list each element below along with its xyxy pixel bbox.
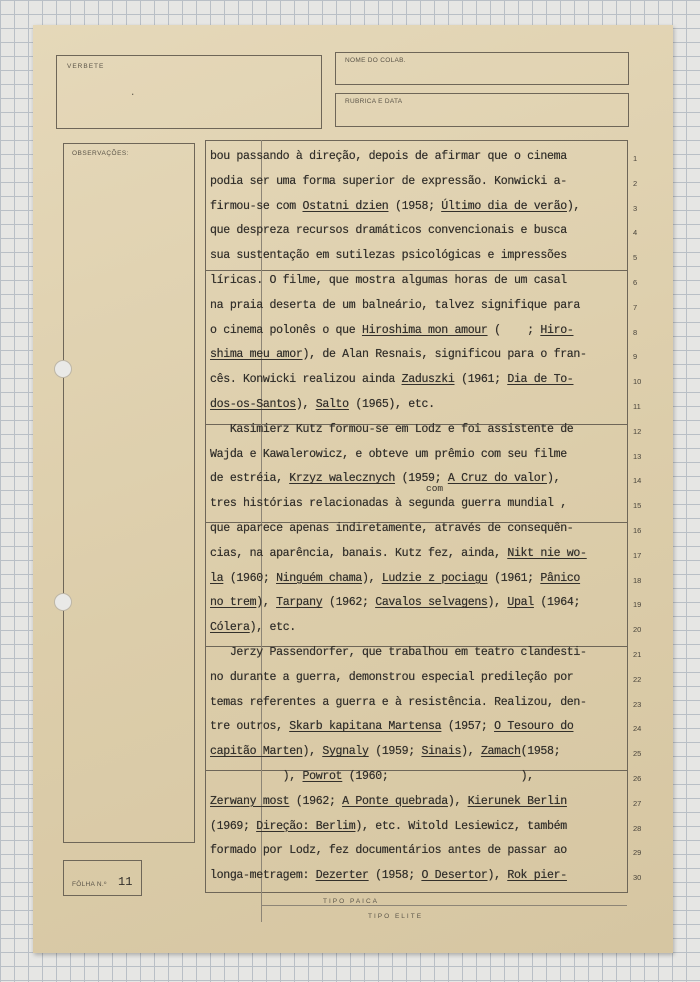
binder-hole-top xyxy=(54,360,72,378)
text-segment: ), xyxy=(487,869,508,883)
footer-rule xyxy=(261,905,627,906)
text-segment: (1965), etc. xyxy=(348,398,435,411)
typed-line xyxy=(210,219,630,243)
text-segment: cês. Konwicki realizou ainda xyxy=(210,373,402,387)
line-number: 24 xyxy=(633,724,642,734)
underlined-title: Nikt nie wo- xyxy=(507,546,587,560)
line-number: 10 xyxy=(633,377,642,387)
typed-line xyxy=(210,740,630,764)
text-segment: no durante a guerra, demonstrou especial predileção por xyxy=(210,670,574,684)
text-segment: Kasimierz Kutz formou-se em Lodz e foi assistente de xyxy=(210,422,574,436)
typed-line xyxy=(210,319,630,343)
underlined-title: Último dia de verão xyxy=(441,199,567,213)
text-segment: ), xyxy=(295,398,316,411)
underlined-title: Ostatni dzien xyxy=(302,199,389,213)
typed-line xyxy=(210,170,630,194)
underlined-title: Kierunek Berlin xyxy=(467,794,567,808)
underlined-title: Zaduszki xyxy=(401,373,455,387)
line-number: 21 xyxy=(633,650,642,659)
text-segment: líricas. O filme, que mostra algumas horas de um casal xyxy=(210,274,567,287)
line-number: 15 xyxy=(633,501,642,511)
text-segment: formado por Lodz, fez documentários antes de passar ao xyxy=(210,844,567,858)
text-segment: (1958; xyxy=(520,745,561,759)
text-segment: o cinema polonês o que xyxy=(210,323,362,337)
underlined-title: capitão Marten xyxy=(210,745,303,759)
text-segment: bou passando à direção, depois de afirmar que o cinema xyxy=(210,150,567,163)
underlined-title: Zerwany most xyxy=(210,794,290,808)
underlined-title: Tarpany xyxy=(276,596,323,610)
text-segment: temas referentes a guerra e à resistência. Realizou, den- xyxy=(210,695,587,709)
underlined-title: A Ponte quebrada xyxy=(342,794,448,808)
text-segment: (1960; xyxy=(223,571,277,585)
typed-line xyxy=(210,343,630,367)
underlined-title: Upal xyxy=(507,596,534,610)
typed-line xyxy=(210,815,630,839)
typed-line xyxy=(210,269,630,293)
verbete-label: VERBETE xyxy=(67,63,105,70)
text-segment: que aparece apenas indiretamente, através de consequên- xyxy=(210,522,574,535)
typed-line xyxy=(210,393,630,417)
folha-label: FÔLHA N.º xyxy=(72,881,107,888)
typed-line xyxy=(210,418,630,442)
line-number: 29 xyxy=(633,848,642,858)
text-segment: cias, na aparência, banais. Kutz fez, ainda, xyxy=(210,546,508,560)
underlined-title: Rok pier- xyxy=(507,869,567,883)
line-number: 14 xyxy=(633,476,642,486)
text-segment: ), xyxy=(361,571,382,585)
text-segment: firmou-se com xyxy=(210,199,303,213)
typed-line xyxy=(210,195,630,219)
typed-line xyxy=(210,567,630,591)
typed-line xyxy=(210,244,630,268)
line-number: 2 xyxy=(633,178,638,188)
typed-line xyxy=(210,715,630,739)
line-number: 19 xyxy=(633,600,642,610)
text-segment: ), xyxy=(461,745,481,759)
nome-colab-label: NOME DO COLAB. xyxy=(345,57,406,64)
text-segment: ), xyxy=(302,745,323,759)
underlined-title: Ninguém chama xyxy=(276,571,362,585)
folha-number: 11 xyxy=(118,875,133,889)
text-segment: Wajda e Kawalerowicz, e obteve um prêmio com seu filme xyxy=(210,447,567,461)
line-number: 27 xyxy=(633,798,642,808)
text-segment: sua sustentação em sutilezas psicológicas e impressões xyxy=(210,249,567,263)
text-segment: de estréia, xyxy=(210,472,290,486)
binder-hole-bottom xyxy=(54,593,72,611)
line-number: 30 xyxy=(633,873,642,883)
interlinear-insertion: com xyxy=(426,483,444,495)
observacoes-box xyxy=(63,143,195,843)
text-segment: (1957; xyxy=(441,720,495,734)
underlined-title: Zamach xyxy=(480,745,521,759)
text-segment: ), etc. xyxy=(249,621,296,635)
line-number: 12 xyxy=(633,426,642,436)
line-number: 11 xyxy=(633,402,641,411)
text-segment: ( ; xyxy=(487,323,541,337)
typed-line xyxy=(210,641,630,665)
typed-line xyxy=(210,864,630,888)
text-segment: longa-metragem: xyxy=(210,869,316,883)
text-segment: podia ser uma forma superior de expressão. Konwicki a- xyxy=(210,174,567,188)
underlined-title: Skarb kapitana Martensa xyxy=(289,720,442,734)
underlined-title: Dezerter xyxy=(315,869,369,883)
text-segment: Jerzy Passendorfer, que trabalhou em teatro clandesti- xyxy=(210,646,587,659)
text-segment: (1961; xyxy=(454,373,508,387)
text-segment: ), de Alan Resnais, significou para o fran- xyxy=(302,348,587,362)
line-number: 1 xyxy=(633,154,638,163)
line-number: 6 xyxy=(633,278,638,287)
underlined-title: shima meu amor xyxy=(210,348,303,362)
text-segment: ), xyxy=(566,199,581,213)
underlined-title: Cólera xyxy=(210,621,250,635)
typed-line xyxy=(210,666,630,690)
underlined-title: Pânico xyxy=(540,571,581,585)
text-segment: (1961; xyxy=(487,571,541,585)
typed-line xyxy=(210,467,630,491)
line-number: 20 xyxy=(633,625,642,635)
underlined-title: dos-os-Santos xyxy=(210,398,296,411)
underlined-title: Sinais xyxy=(421,745,462,759)
verbete-box xyxy=(56,55,322,129)
typed-line xyxy=(210,616,630,640)
underlined-title: Dia de To- xyxy=(507,373,574,387)
underlined-title: Hiroshima mon amour xyxy=(361,323,488,337)
text-segment: que despreza recursos dramáticos convencionais e busca xyxy=(210,224,567,238)
line-number: 28 xyxy=(633,823,642,833)
typed-line xyxy=(210,765,630,789)
underlined-title: Direção: Berlim xyxy=(256,819,356,833)
line-number: 22 xyxy=(633,674,642,684)
typed-line xyxy=(210,591,630,615)
underlined-title: Cavalos selvagens xyxy=(375,596,488,610)
text-segment: ), xyxy=(210,770,303,783)
text-segment: ), xyxy=(256,596,277,610)
underlined-title: Salto xyxy=(315,398,349,411)
text-segment: ), etc. Witold Lesiewicz, também xyxy=(355,819,567,833)
text-segment: (1964; xyxy=(533,596,581,610)
rubrica-data-label: RUBRICA E DATA xyxy=(345,98,403,105)
underlined-title: O Tesouro do xyxy=(494,720,574,734)
line-number: 3 xyxy=(633,203,638,213)
typed-line xyxy=(210,145,630,169)
text-segment: (1958; xyxy=(388,199,442,213)
text-segment: (1958; xyxy=(368,869,422,883)
typed-line xyxy=(210,443,630,467)
typed-line xyxy=(210,368,630,392)
typed-line xyxy=(210,294,630,318)
typed-line xyxy=(210,492,630,516)
line-number: 23 xyxy=(633,699,642,709)
line-number: 5 xyxy=(633,253,638,263)
rubrica-data-box xyxy=(335,93,629,127)
underlined-title: la xyxy=(210,571,224,585)
typed-line xyxy=(210,691,630,715)
observacoes-label: OBSERVAÇÕES: xyxy=(72,150,130,157)
ink-mark: · xyxy=(130,90,136,100)
text-segment: (1962; xyxy=(289,794,343,808)
folha-box xyxy=(63,860,142,896)
text-segment: (1969; xyxy=(210,819,257,833)
underlined-title: Powrot xyxy=(302,770,343,783)
text-segment: (1962; xyxy=(322,596,376,610)
line-number: 16 xyxy=(633,526,642,535)
typed-line xyxy=(210,517,630,541)
text-segment: tre outros, xyxy=(210,720,290,734)
underlined-title: Krzyz walecznych xyxy=(289,472,396,486)
line-number: 7 xyxy=(633,302,638,312)
text-segment: ), xyxy=(447,794,468,808)
line-number: 9 xyxy=(633,352,638,362)
line-number: 17 xyxy=(633,550,642,560)
tipo-paica-label: TIPO PAICA xyxy=(323,898,379,905)
line-number: 13 xyxy=(633,451,642,461)
underlined-title: Hiro- xyxy=(540,323,574,337)
text-segment: (1960; ), xyxy=(342,770,534,783)
underlined-title: Sygnaly xyxy=(322,745,369,759)
text-segment: tres histórias relacionadas à segunda guerra mundial , xyxy=(210,497,567,511)
typed-line xyxy=(210,790,630,814)
nome-colab-box xyxy=(335,52,629,85)
underlined-title: O Desertor xyxy=(421,869,488,883)
line-number: 8 xyxy=(633,327,638,337)
underlined-title: A Cruz do valor xyxy=(447,472,547,486)
index-card-sheet xyxy=(33,25,673,953)
typed-line xyxy=(210,839,630,863)
underlined-title: Ludzie z pociagu xyxy=(381,571,488,585)
text-segment: na praia deserta de um balneário, talvez signifique para xyxy=(210,298,581,312)
line-number: 4 xyxy=(633,228,638,238)
line-number: 18 xyxy=(633,575,642,585)
text-segment: (1959; xyxy=(395,472,448,486)
text-segment: (1959; xyxy=(368,745,422,759)
tipo-elite-label: TIPO ELITE xyxy=(368,913,424,920)
underlined-title: no trem xyxy=(210,596,257,610)
typed-line xyxy=(210,542,630,566)
text-segment: ), xyxy=(547,472,561,486)
line-number: 25 xyxy=(633,749,642,759)
text-segment: ), xyxy=(487,596,508,610)
line-number: 26 xyxy=(633,774,642,783)
